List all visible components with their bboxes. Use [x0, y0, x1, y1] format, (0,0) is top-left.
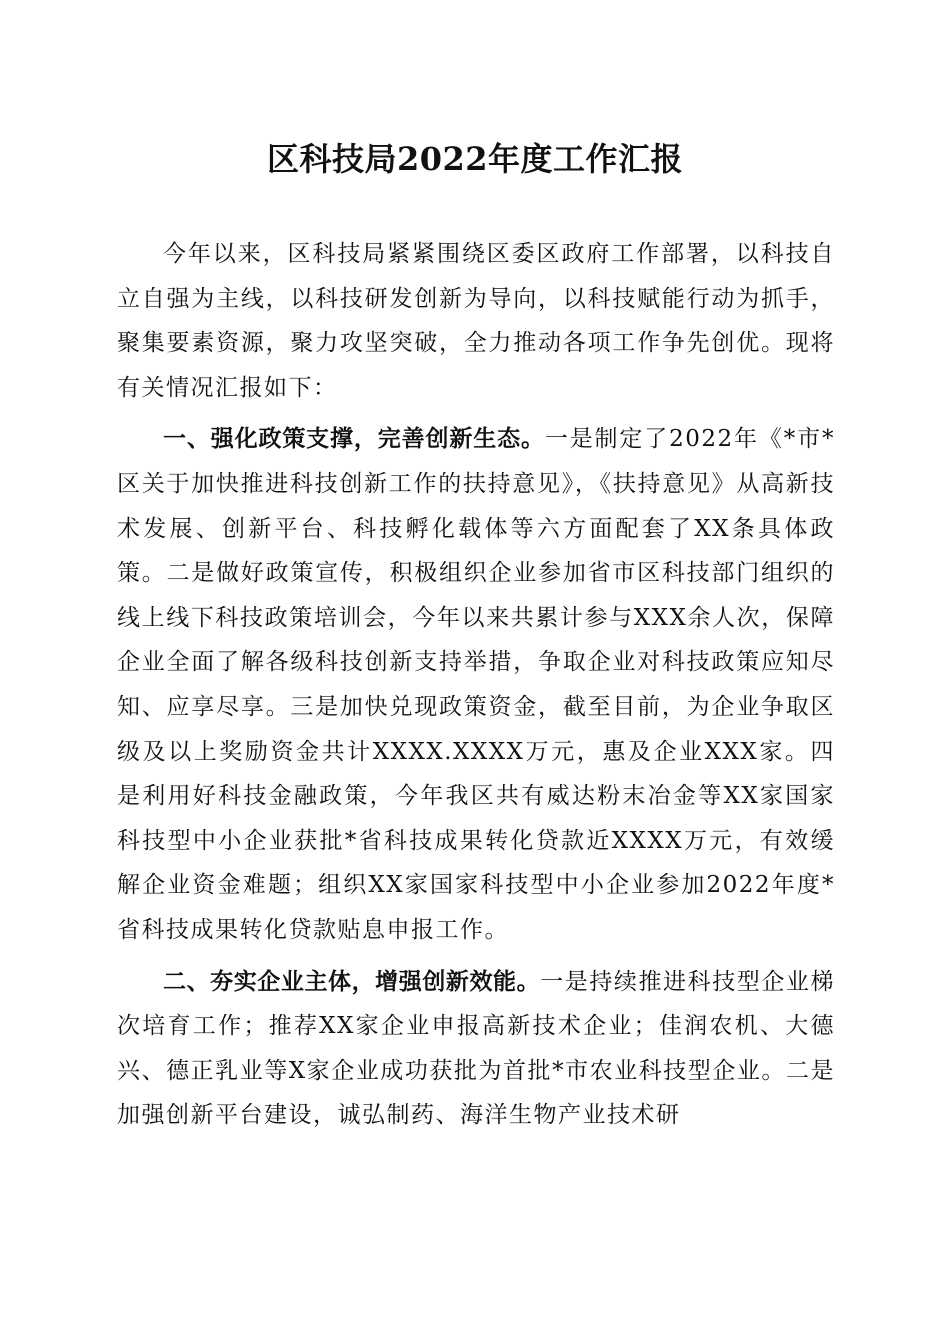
- section-text-1: 一是制定了2022年《*市*区关于加快推进科技创新工作的扶持意见》，《扶持意见》从高新技术发展、创新平台、科技孵化载体等六方面配套了XX条具体政策。二是做好政策宣传，积极组织企业参加省市区科技部门组织的线上线下科技政策培训会，今年以来共累计参与XXX余人次，保障企业全面了解各级科技创新支持举措，争取企业对科技政策应知尽知、应享尽享。三是加快兑现政策资金，截至目前，为企业争取区级及以上奖励资金共计XXXX.XXXX万元，惠及企业XXX家。四是利用好科技金融政策，今年我区共有威达粉末冶金等XX家国家科技型中小企业获批*省科技成果转化贷款近XXXX万元，有效缓解企业资金难题；组织XX家国家科技型中小企业参加2022年度*省科技成果转化贷款贴息申报工作。: [117, 426, 835, 943]
- document-title: 区科技局2022年度工作汇报: [266, 140, 684, 178]
- section-paragraph-2: [117, 960, 835, 1138]
- document-body: [117, 232, 835, 1138]
- section-paragraph-1: [117, 417, 835, 952]
- intro-paragraph: 今年以来，区科技局紧紧围绕区委区政府工作部署，以科技自立自强为主线，以科技研发创新为导向，以科技赋能行动为抓手，聚集要素资源，聚力攻坚突破，全力推动各项工作争先创优。现将有关情况汇报如下：: [117, 241, 835, 401]
- section-text-2: 一是持续推进科技型企业梯次培育工作；推荐XX家企业申报高新技术企业；佳润农机、大德兴、德正乳业等X家企业成功获批为首批*市农业科技型企业。二是加强创新平台建设，诚弘制药、海洋生物产业技术研: [117, 968, 836, 1129]
- section-heading-1: 一、强化政策支撑，完善创新生态。: [163, 426, 545, 453]
- section-heading-2: 二、夯实企业主体，增强创新效能。: [163, 968, 541, 995]
